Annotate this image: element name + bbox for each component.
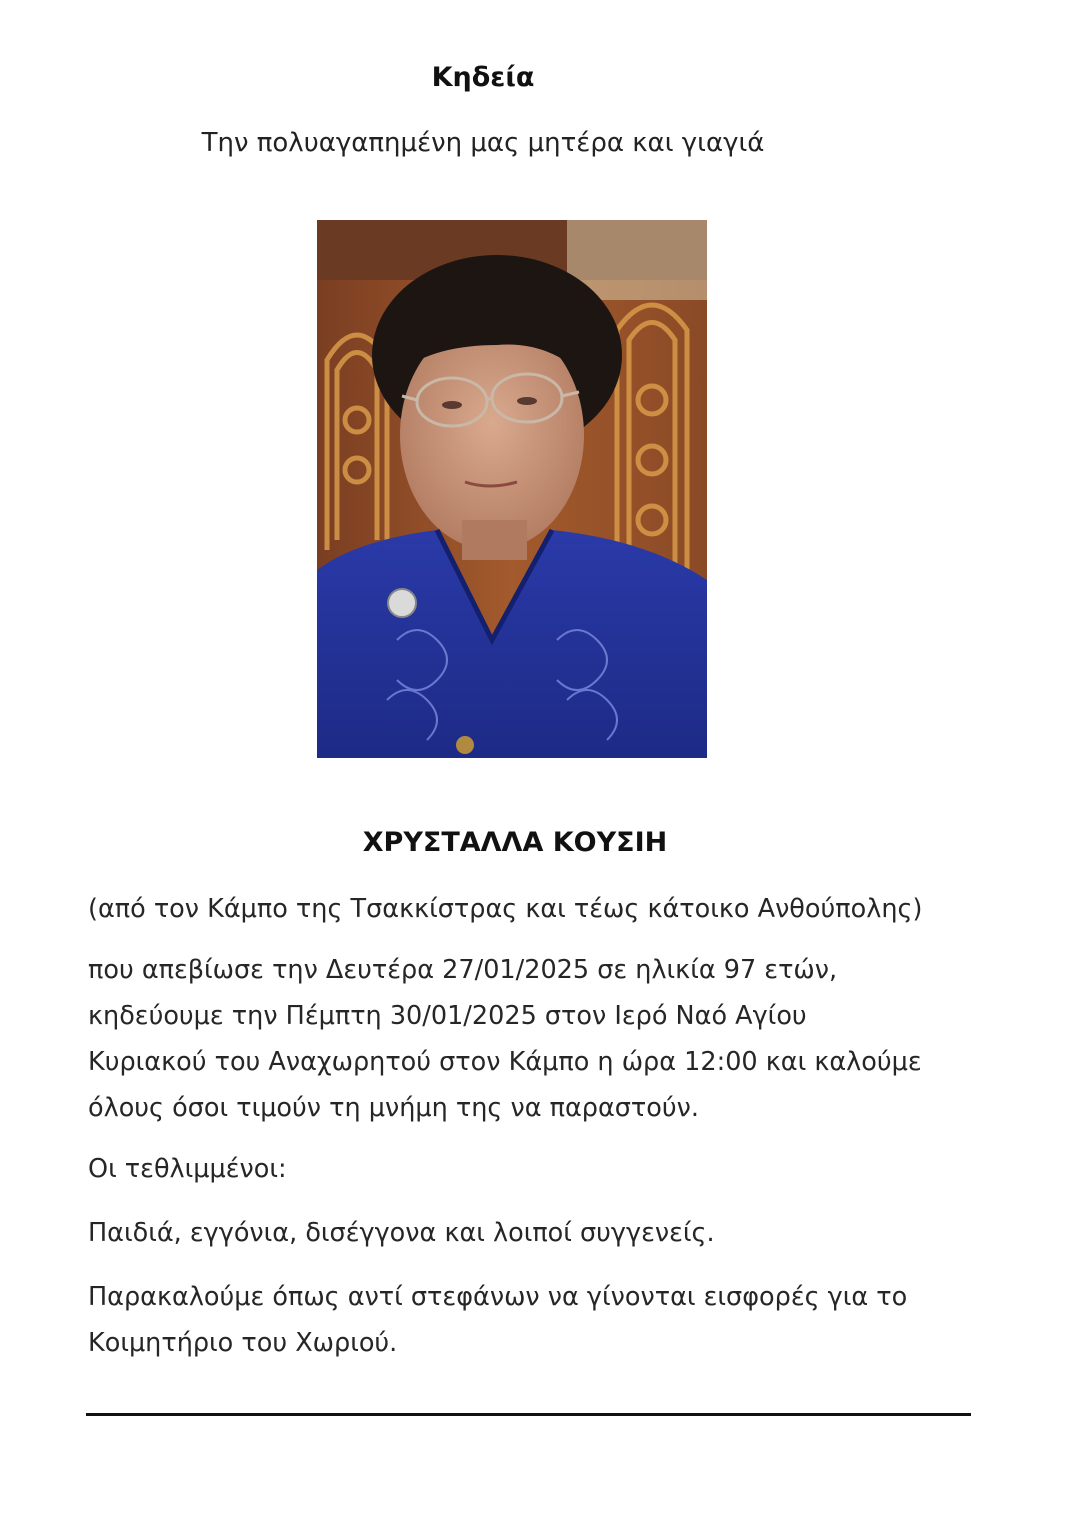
portrait-photo	[317, 220, 707, 758]
request-line: Παρακαλούμε όπως αντί στεφάνων να γίνονται εισφορές για το	[88, 1282, 908, 1312]
body-line: όλους όσοι τιμούν τη μνήμη της να παραστούν.	[88, 1093, 699, 1123]
body-line: Κυριακού του Αναχωρητού στον Κάμπο η ώρα 12:00 και καλούμε	[88, 1047, 922, 1077]
bottom-divider	[86, 1413, 971, 1416]
body-line: που απεβίωσε την Δευτέρα 27/01/2025 σε ηλικία 97 ετών,	[88, 955, 838, 985]
request-line: Κοιμητήριο του Χωριού.	[88, 1328, 398, 1358]
origin-line: (από τον Κάμπο της Τσακκίστρας και τέως κάτοικο Ανθούπολης)	[88, 894, 923, 924]
body-line: κηδεύουμε την Πέμπτη 30/01/2025 στον Ιερό Ναό Αγίου	[88, 1001, 807, 1031]
mourners-label: Οι τεθλιμμένοι:	[88, 1154, 287, 1184]
notice-subtitle: Την πολυαγαπημένη μας μητέρα και γιαγιά	[201, 128, 765, 158]
deceased-name: ΧΡΥΣΤΑΛΛΑ ΚΟΥΣΙΗ	[362, 827, 668, 858]
notice-heading: Κηδεία	[431, 62, 535, 93]
mourners-list: Παιδιά, εγγόνια, δισέγγονα και λοιποί συγγενείς.	[88, 1218, 715, 1248]
